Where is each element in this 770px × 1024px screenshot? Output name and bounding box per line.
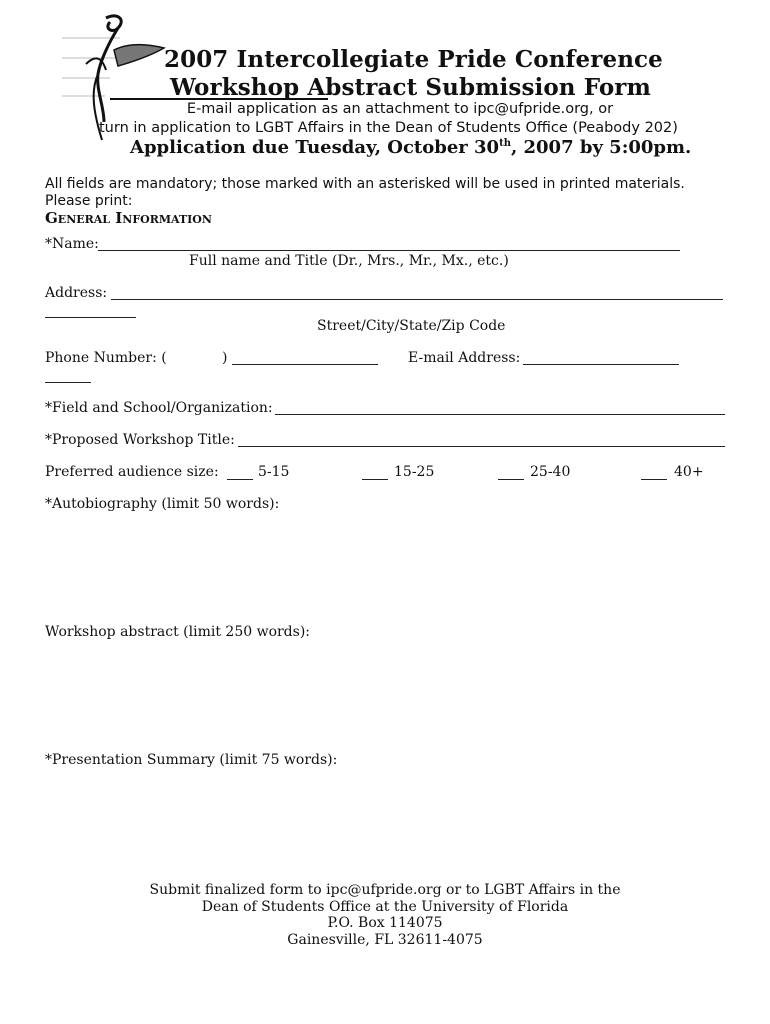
abstract-label: Workshop abstract (limit 250 words): <box>45 624 311 640</box>
audience-option-2: 15-25 <box>394 464 435 480</box>
due-suffix: , 2007 by 5:00pm. <box>510 137 692 158</box>
summary-area[interactable] <box>45 772 725 872</box>
office-instruction: turn in application to LGBT Affairs in the Dean of Students Office (Peabody 202) <box>99 120 678 136</box>
section-heading: General Information <box>45 209 212 227</box>
workshop-title-field[interactable] <box>238 446 725 447</box>
email-instruction: E-mail application as an attachment to ipc@ufpride.org, or <box>186 101 614 117</box>
form-title-line2: Workshop Abstract Submission Form <box>170 74 651 101</box>
email-label: E-mail Address: <box>408 350 521 366</box>
name-label: *Name: <box>45 236 99 252</box>
due-date <box>130 137 691 158</box>
autobiography-area[interactable] <box>45 516 725 621</box>
audience-option-3: 25-40 <box>530 464 571 480</box>
address-label: Address: <box>45 285 108 301</box>
audience-label: Preferred audience size: <box>45 464 219 480</box>
phone-close-paren: ) <box>222 350 228 366</box>
phone-label: Phone Number: ( <box>45 350 167 366</box>
footer-line3: P.O. Box 114075 <box>327 915 443 931</box>
footer-line1: Submit finalized form to ipc@ufpride.org or to LGBT Affairs in the <box>149 882 621 898</box>
due-prefix: Application due Tuesday, October 30 <box>130 137 500 158</box>
address-field[interactable] <box>111 299 723 300</box>
autobiography-label: *Autobiography (limit 50 words): <box>45 496 280 512</box>
title-underline <box>110 98 328 100</box>
audience-blank-1[interactable] <box>227 479 253 480</box>
name-field[interactable] <box>98 250 680 251</box>
address-field-line2[interactable] <box>45 317 136 318</box>
audience-blank-4[interactable] <box>641 479 667 480</box>
summary-label: *Presentation Summary (limit 75 words): <box>45 752 338 768</box>
email-field[interactable] <box>523 364 679 365</box>
email-field-line2[interactable] <box>45 382 91 383</box>
due-sup: th <box>499 138 511 149</box>
footer-line4: Gainesville, FL 32611-4075 <box>287 932 483 948</box>
field-school-field[interactable] <box>275 414 725 415</box>
footer-line2: Dean of Students Office at the University of Florida <box>201 899 569 915</box>
audience-option-4: 40+ <box>674 464 704 480</box>
workshop-title-label: *Proposed Workshop Title: <box>45 432 235 448</box>
audience-blank-2[interactable] <box>362 479 388 480</box>
phone-field[interactable] <box>232 364 378 365</box>
form-title-line1: 2007 Intercollegiate Pride Conference <box>164 46 663 73</box>
audience-option-1: 5-15 <box>258 464 290 480</box>
field-school-label: *Field and School/Organization: <box>45 400 273 416</box>
audience-blank-3[interactable] <box>498 479 524 480</box>
intro-line2: Please print: <box>45 193 133 209</box>
address-hint: Street/City/State/Zip Code <box>317 318 506 334</box>
abstract-area[interactable] <box>45 644 725 749</box>
intro-line1: All fields are mandatory; those marked with an asterisked will be used in printed materials. <box>45 176 685 192</box>
name-hint: Full name and Title (Dr., Mrs., Mr., Mx., etc.) <box>189 253 509 269</box>
